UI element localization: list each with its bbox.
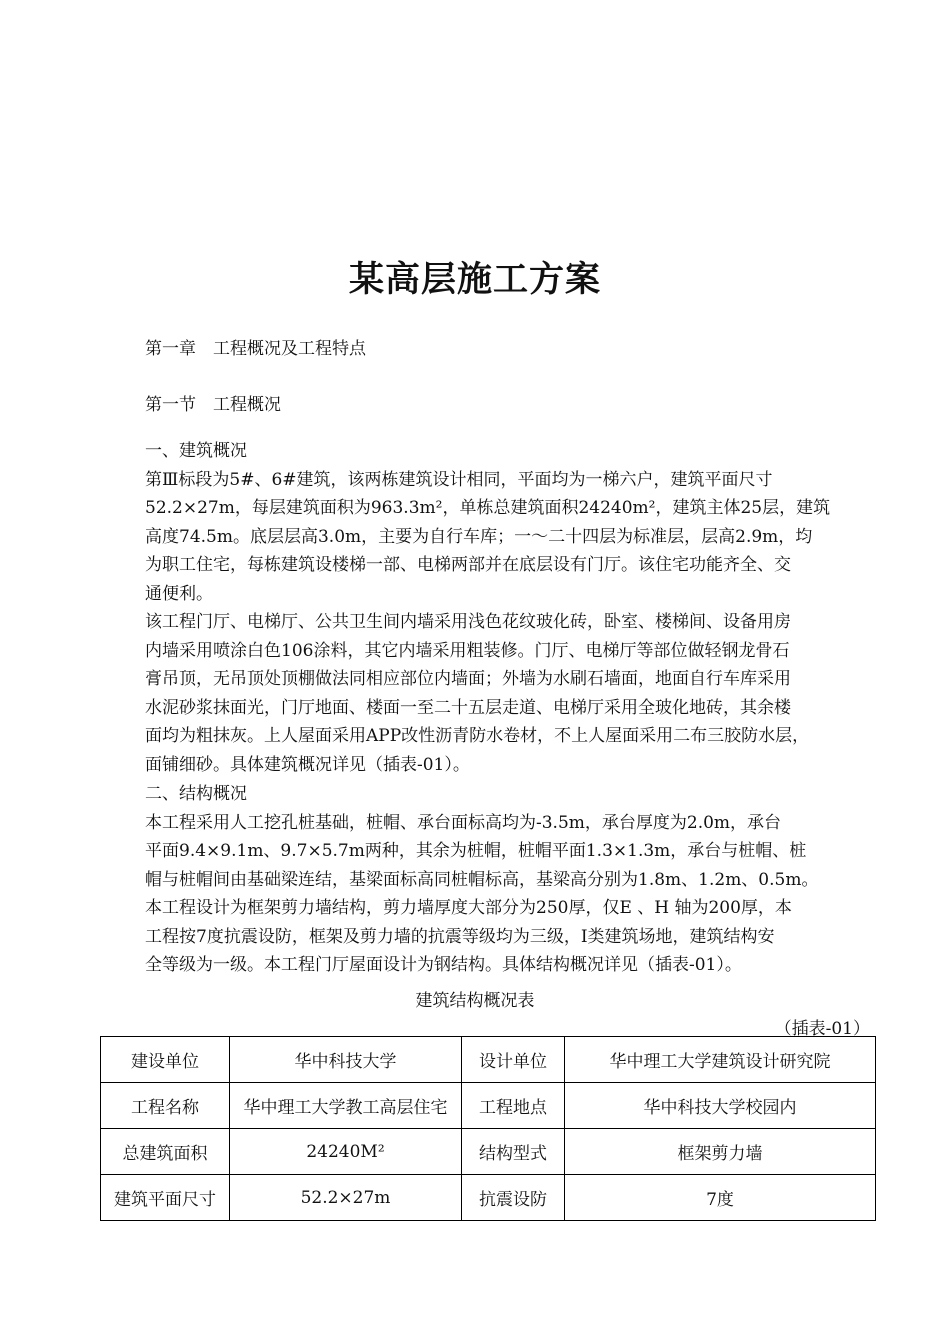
table-cell: 总建筑面积 <box>101 1129 230 1175</box>
architecture-line: 该工程门厅、电梯厅、公共卫生间内墙采用浅色花纹玻化砖，卧室、楼梯间、设备用房 <box>145 612 791 632</box>
architecture-overview <box>145 437 890 779</box>
structure-overview <box>145 780 890 980</box>
table-row <box>101 1129 876 1175</box>
table-row <box>101 1083 876 1129</box>
table-row <box>101 1175 876 1221</box>
architecture-line: 膏吊顶，无吊顶处顶棚做法同相应部位内墙面；外墙为水刷石墙面，地面自行车库采用 <box>145 669 791 689</box>
architecture-line: 52.2×27m，每层建筑面积为963.3m²，单栋总建筑面积24240m²，建筑主体25层，建筑 <box>145 498 831 518</box>
table-cell: 24240M² <box>230 1129 462 1175</box>
table-cell: 华中科技大学校园内 <box>565 1083 876 1129</box>
table-cell: 框架剪力墙 <box>565 1129 876 1175</box>
building-structure-table <box>100 1036 876 1221</box>
table-cell: 抗震设防 <box>462 1175 565 1221</box>
architecture-line: 通便利。 <box>145 583 213 604</box>
architecture-line: 为职工住宅，每栋建筑设楼梯一部、电梯两部并在底层设有门厅。该住宅功能齐全、交 <box>145 555 791 575</box>
table-cell: 华中理工大学教工高层住宅 <box>230 1083 462 1129</box>
table-cell: 结构型式 <box>462 1129 565 1175</box>
table-cell: 工程名称 <box>101 1083 230 1129</box>
structure-line: 帽与桩帽间由基础梁连结，基梁面标高同桩帽标高，基梁高分别为1.8m、1.2m、0.5m。 <box>145 869 819 890</box>
architecture-line: 内墙采用喷涂白色106涂料，其它内墙采用粗装修。门厅、电梯厅等部位做轻钢龙骨石 <box>145 640 790 661</box>
architecture-line: 高度74.5m。底层层高3.0m，主要为自行车库；一～二十四层为标准层，层高2.9m，均 <box>145 526 813 547</box>
table-cell: 7度 <box>565 1175 876 1221</box>
structure-line: 全等级为一级。本工程门厅屋面设计为钢结构。具体结构概况详见（插表-01）。 <box>145 955 742 975</box>
section-heading: 第一节 工程概况 <box>145 395 281 415</box>
chapter-heading: 第一章 工程概况及工程特点 <box>145 339 366 359</box>
architecture-line: 水泥砂浆抹面光，门厅地面、楼面一至二十五层走道、电梯厅采用全玻化地砖，其余楼 <box>145 697 791 718</box>
structure-line: 平面9.4×9.1m、9.7×5.7m两种，其余为桩帽，桩帽平面1.3×1.3m，承台与桩帽、桩 <box>145 841 807 861</box>
document-title: 某高层施工方案 <box>348 260 601 300</box>
architecture-heading: 一、建筑概况 <box>145 441 247 461</box>
table-cell: 建筑平面尺寸 <box>101 1175 230 1221</box>
architecture-line: 第Ⅲ标段为5#、6#建筑，该两栋建筑设计相同，平面均为一梯六户，建筑平面尺寸 <box>145 469 773 490</box>
architecture-line: 面均为粗抹灰。上人屋面采用APP改性沥青防水卷材，不上人屋面采用二布三胶防水层， <box>145 726 810 746</box>
structure-line: 本工程设计为框架剪力墙结构，剪力墙厚度大部分为250厚，仅E 、H 轴为200厚，本 <box>145 898 792 918</box>
table-cell: 建设单位 <box>101 1037 230 1083</box>
table-cell: 52.2×27m <box>230 1175 462 1221</box>
table-row <box>101 1037 876 1083</box>
table-caption: 建筑结构概况表 <box>415 991 535 1011</box>
table-reference: （插表-01） <box>774 1019 870 1039</box>
table-cell: 工程地点 <box>462 1083 565 1129</box>
structure-line: 本工程采用人工挖孔桩基础，桩帽、承台面标高均为-3.5m，承台厚度为2.0m，承台 <box>145 812 782 833</box>
structure-line: 工程按7度抗震设防，框架及剪力墙的抗震等级均为三级，Ⅰ类建筑场地，建筑结构安 <box>145 926 775 947</box>
architecture-line: 面铺细砂。具体建筑概况详见（插表-01）。 <box>145 754 470 775</box>
table-cell: 设计单位 <box>462 1037 565 1083</box>
structure-heading: 二、结构概况 <box>145 784 247 804</box>
table-cell: 华中理工大学建筑设计研究院 <box>565 1037 876 1083</box>
table-cell: 华中科技大学 <box>230 1037 462 1083</box>
